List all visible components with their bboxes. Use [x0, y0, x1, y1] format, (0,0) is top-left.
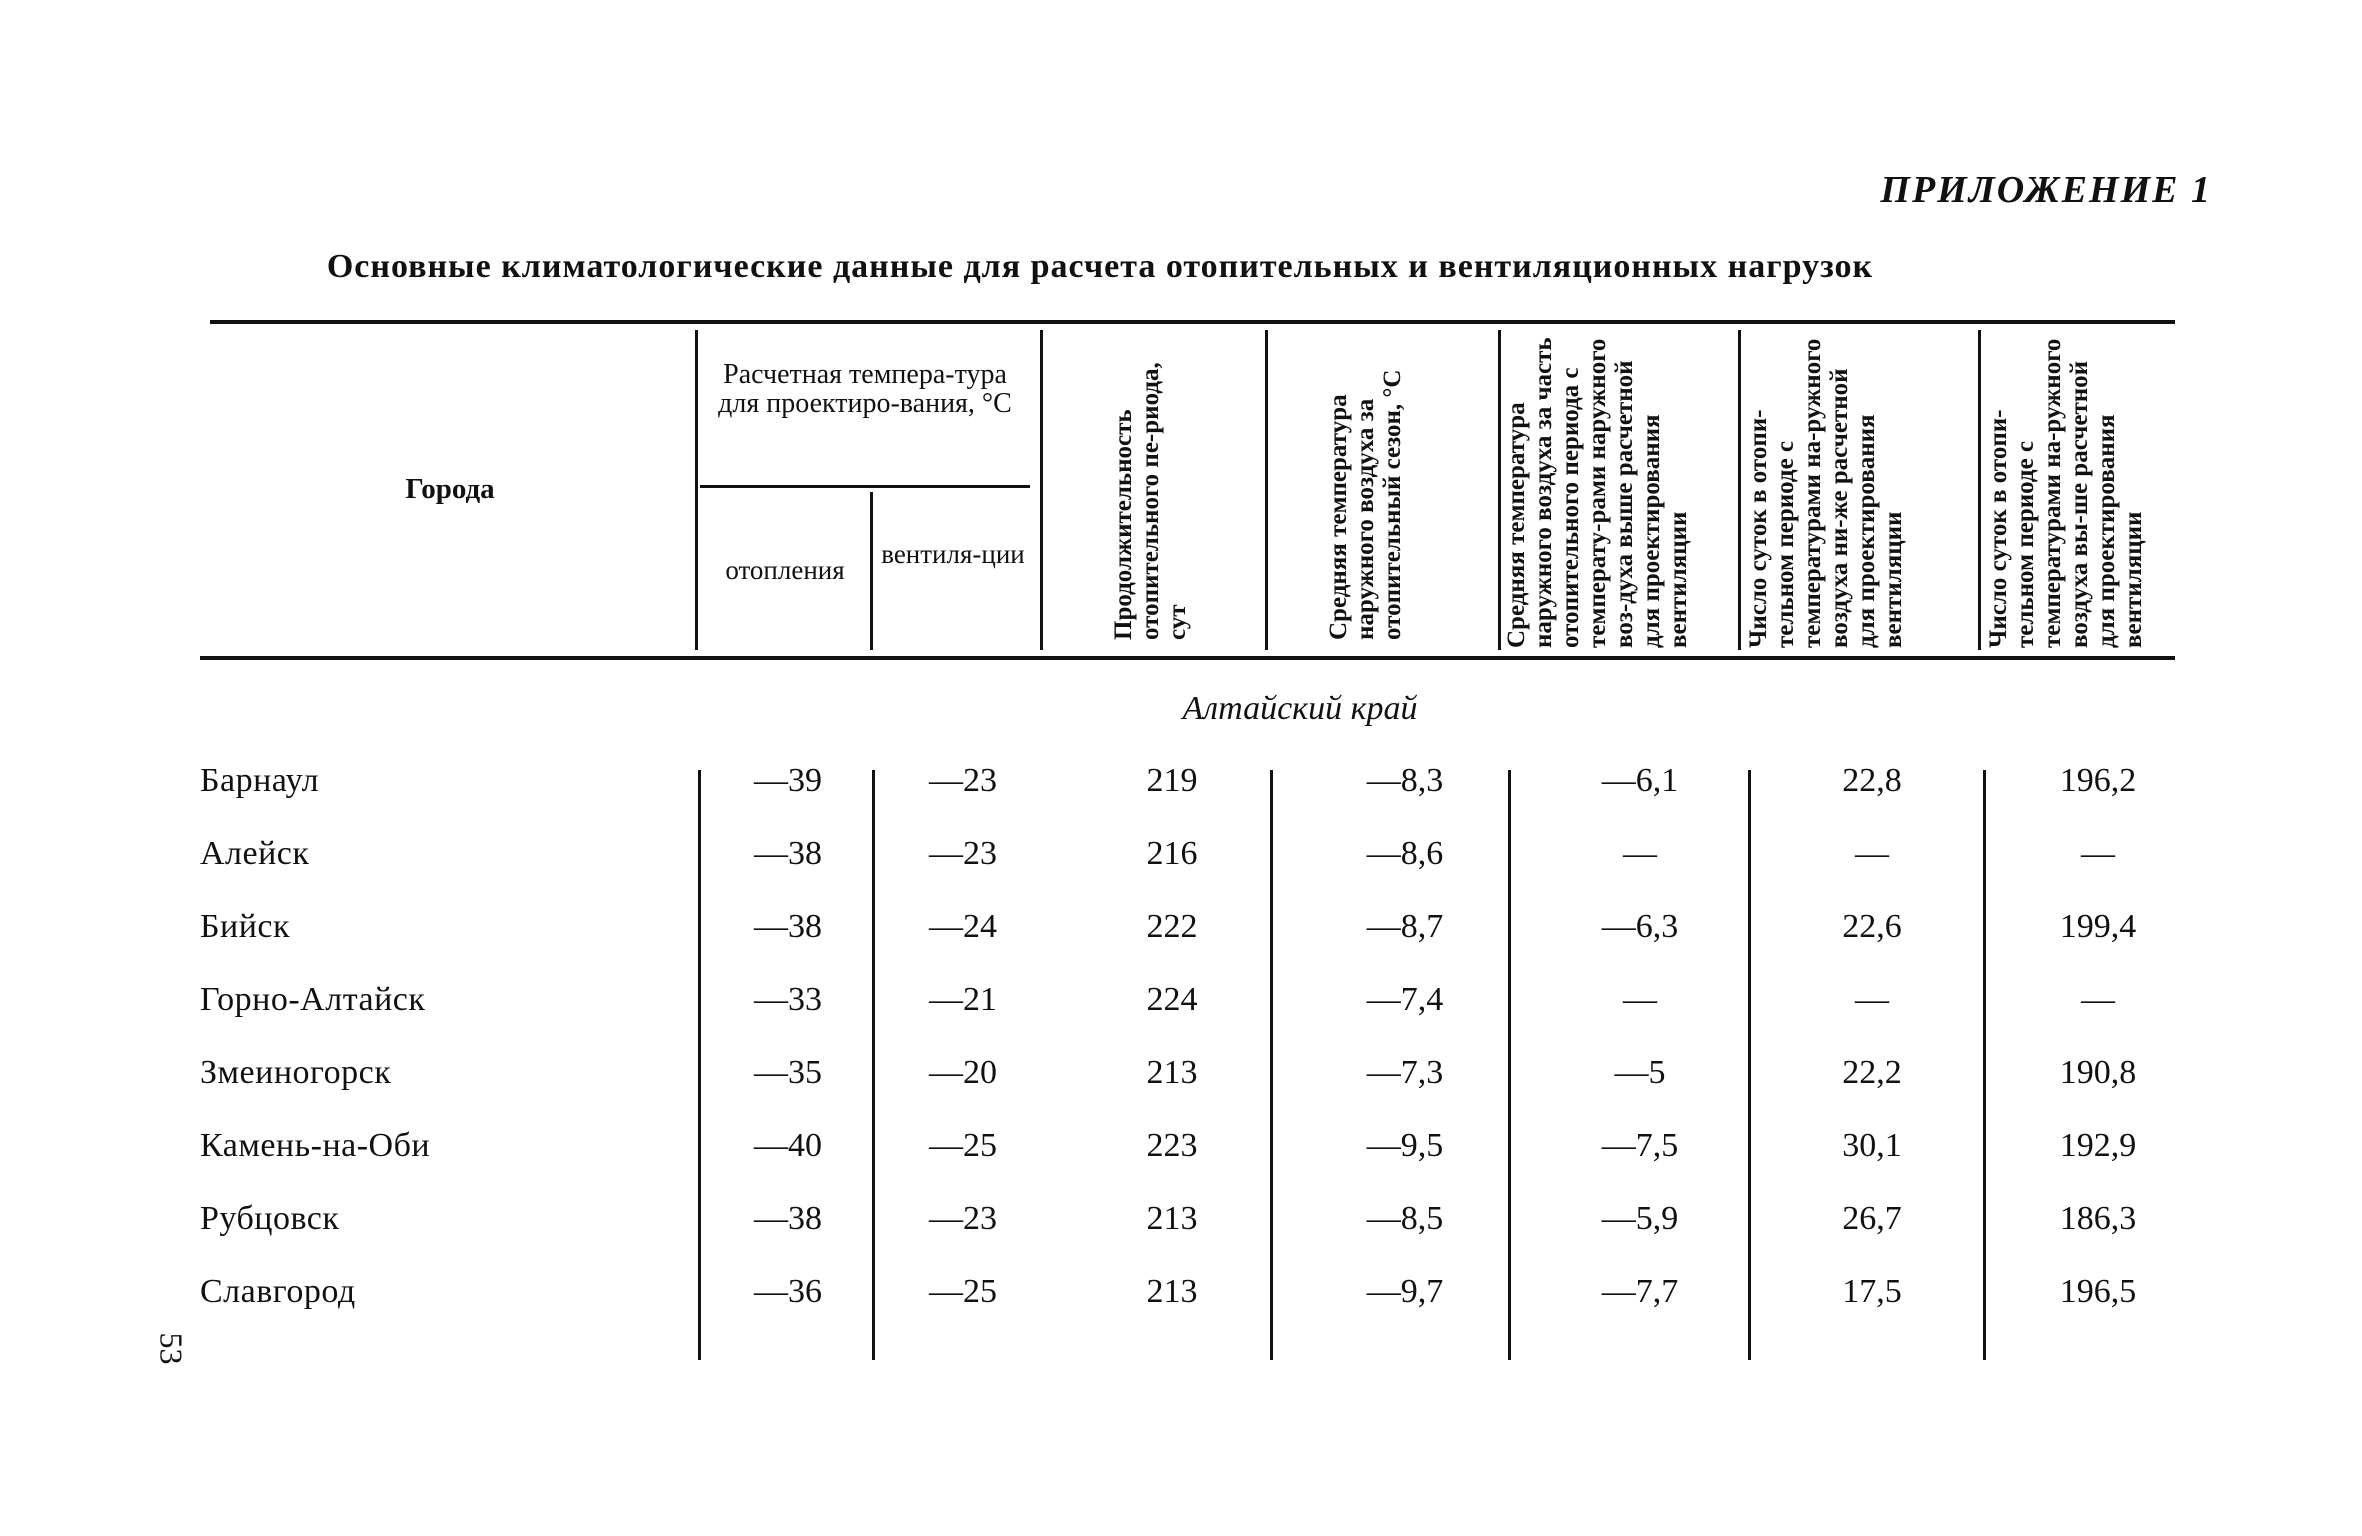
table-cell-c3: 213	[1146, 1200, 1198, 1237]
table-cell-c5: —6,1	[1601, 762, 1679, 799]
header-divider-1	[695, 330, 698, 650]
table-cell-c1: —38	[754, 908, 822, 945]
header-divider-7	[1978, 330, 1981, 650]
table-cell-c7: 192,9	[2059, 1127, 2137, 1164]
table-cell-c7: —	[2081, 835, 2115, 872]
table-cell-c5: —7,5	[1601, 1127, 1679, 1164]
table-cell-c5: —6,3	[1601, 908, 1679, 945]
table-cell-c4: —8,3	[1366, 762, 1444, 799]
table-cell-c4: —8,7	[1366, 908, 1444, 945]
table-cell-c6: 30,1	[1842, 1127, 1902, 1164]
header-divider-5	[1498, 330, 1501, 650]
table-cell-c6: 26,7	[1842, 1200, 1902, 1237]
table-cell-c4: —7,4	[1366, 981, 1444, 1018]
header-divider-4	[1265, 330, 1268, 650]
table-cell-c1: —38	[754, 1200, 822, 1237]
table-cell-c1: —40	[754, 1127, 822, 1164]
body-divider-3	[1270, 770, 1273, 1360]
table-cell-c4: —8,6	[1366, 835, 1444, 872]
header-divider-6	[1738, 330, 1741, 650]
table-cell-c5: —	[1623, 981, 1657, 1018]
header-bottom-rule	[200, 656, 2175, 660]
city-name: Бийск	[200, 908, 291, 945]
region-label: Алтайский край	[1182, 690, 1418, 727]
table-cell-c2: —24	[929, 908, 997, 945]
table-cell-c4: —8,5	[1366, 1200, 1444, 1237]
top-rule	[210, 320, 2175, 324]
table-cell-c2: —23	[929, 762, 997, 799]
table-cell-c4: —9,5	[1366, 1127, 1444, 1164]
table-cell-c4: —7,3	[1366, 1054, 1444, 1091]
header-city: Города	[405, 473, 495, 505]
body-divider-5	[1748, 770, 1751, 1360]
table-cell-c6: —	[1855, 981, 1889, 1018]
table-cell-c6: —	[1855, 835, 1889, 872]
table-cell-c1: —38	[754, 835, 822, 872]
table-cell-c6: 22,2	[1842, 1054, 1902, 1091]
header-ventilation: вентиля-ции	[881, 539, 1025, 569]
table-cell-c1: —35	[754, 1054, 822, 1091]
table-cell-c2: —23	[929, 835, 997, 872]
table-cell-c2: —20	[929, 1054, 997, 1091]
city-name: Змеиногорск	[200, 1054, 392, 1091]
table-cell-c1: —33	[754, 981, 822, 1018]
appendix-label: ПРИЛОЖЕНИЕ 1	[1880, 169, 2212, 211]
table-cell-c1: —39	[754, 762, 822, 799]
table-cell-c3: 213	[1146, 1273, 1198, 1310]
table-title: Основные климатологические данные для расчета отопительных и вентиляционных нагрузок	[326, 248, 1874, 285]
table-cell-c7: 196,5	[2059, 1273, 2137, 1310]
table-cell-c3: 216	[1146, 835, 1198, 872]
header-duration: Продолжительность отопительного пе-риода, сут	[1110, 362, 1191, 640]
city-name: Славгород	[200, 1273, 356, 1310]
city-name: Барнаул	[200, 762, 320, 799]
header-divider-3	[1040, 330, 1043, 650]
table-cell-c2: —25	[929, 1127, 997, 1164]
body-divider-6	[1983, 770, 1986, 1360]
header-design-temp: Расчетная темпера-тура для проектиро-вания, °С	[718, 359, 1012, 419]
table-cell-c1: —36	[754, 1273, 822, 1310]
header-divider-2	[870, 492, 873, 650]
page-number: 53	[153, 1332, 190, 1365]
table-cell-c5: —	[1623, 835, 1657, 872]
table-cell-c3: 213	[1146, 1054, 1198, 1091]
table-cell-c3: 219	[1146, 762, 1198, 799]
city-name: Рубцовск	[200, 1200, 340, 1237]
table-cell-c7: 196,2	[2059, 762, 2137, 799]
header-days-above: Число суток в отопи-тельном периоде с температурами на-ружного воздуха вы-ше расчетной для проектирования вентиляции	[1985, 338, 2147, 648]
table-cell-c6: 17,5	[1842, 1273, 1902, 1310]
table-cell-c3: 224	[1146, 981, 1198, 1018]
table-cell-c2: —21	[929, 981, 997, 1018]
table-cell-c3: 222	[1146, 908, 1198, 945]
table-cell-c7: 190,8	[2059, 1054, 2137, 1091]
table-cell-c6: 22,6	[1842, 908, 1902, 945]
header-avg-temp-part: Средняя температура наружного воздуха за часть отопительного периода с температу-рами наружного воз-духа выше расчетной для проектирования вентиляции	[1503, 337, 1692, 648]
table-cell-c7: 186,3	[2059, 1200, 2137, 1237]
table-cell-c7: 199,4	[2059, 908, 2137, 945]
body-divider-4	[1508, 770, 1511, 1360]
table-cell-c5: —5,9	[1601, 1200, 1679, 1237]
city-name: Алейск	[200, 835, 310, 872]
table-cell-c7: —	[2081, 981, 2115, 1018]
table-cell-c2: —25	[929, 1273, 997, 1310]
header-days-below: Число суток в отопи-тельном периоде с температурами на-ружного воздуха ни-же расчетной для проектирования вентиляции	[1745, 338, 1907, 648]
city-name: Камень-на-Оби	[200, 1127, 431, 1164]
table-cell-c5: —7,7	[1601, 1273, 1679, 1310]
table-cell-c3: 223	[1146, 1127, 1198, 1164]
table-cell-c5: —5	[1614, 1054, 1666, 1091]
table-cell-c4: —9,7	[1366, 1273, 1444, 1310]
header-heating: отопления	[725, 555, 845, 585]
table-cell-c2: —23	[929, 1200, 997, 1237]
design-temp-subrule	[700, 485, 1030, 488]
table-cell-c6: 22,8	[1842, 762, 1902, 799]
header-avg-temp: Средняя температура наружного воздуха за отопительный сезон, °С	[1325, 369, 1406, 640]
city-name: Горно-Алтайск	[200, 981, 426, 1018]
